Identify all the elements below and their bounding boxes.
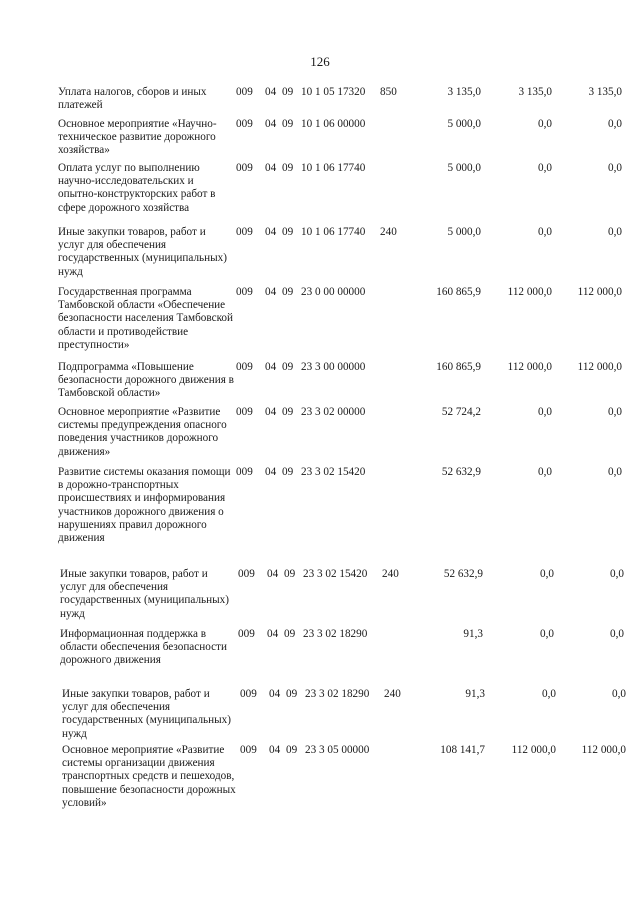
amount-year-1: 5 000,0	[447, 162, 481, 174]
amount-year-2: 112 000,0	[507, 286, 552, 298]
item-name: Основное мероприятие «Развитие системы предупреждения опасного поведения участников дорожного движения»	[58, 406, 227, 458]
amount-year-3: 3 135,0	[588, 86, 622, 98]
department-code: 009	[236, 466, 253, 478]
table-row	[58, 86, 628, 118]
amount-year-1: 5 000,0	[447, 118, 481, 130]
amount-year-1: 52 632,9	[443, 568, 483, 580]
item-name: Иные закупки товаров, работ и услуг для обеспечения государственных (муниципальных) нужд	[60, 568, 229, 620]
item-name: Основное мероприятие «Научно-техническое развитие дорожного хозяйства»	[58, 118, 217, 157]
amount-year-2: 0,0	[542, 688, 556, 700]
target-article-code: 23 3 05 00000	[305, 744, 370, 756]
table-row	[58, 361, 628, 406]
item-name: Оплата услуг по выполнению научно-исследовательских и опытно-конструкторских работ в сфере дорожного хозяйства	[58, 162, 216, 214]
section-code: 04	[265, 226, 277, 238]
item-name: Иные закупки товаров, работ и услуг для обеспечения государственных (муниципальных) нужд	[62, 688, 231, 740]
department-code: 009	[236, 361, 253, 373]
table-row	[62, 744, 632, 814]
item-name: Иные закупки товаров, работ и услуг для обеспечения государственных (муниципальных) нужд	[58, 226, 227, 278]
target-article-code: 10 1 05 17320	[301, 86, 366, 98]
target-article-code: 10 1 06 17740	[301, 162, 366, 174]
amount-year-2: 0,0	[538, 162, 552, 174]
target-article-code: 23 3 02 15420	[301, 466, 366, 478]
section-code: 04	[265, 118, 277, 130]
subsection-code: 09	[282, 286, 294, 298]
target-article-code: 23 3 02 18290	[303, 628, 368, 640]
department-code: 009	[240, 688, 257, 700]
table-row	[62, 688, 632, 744]
table-row	[58, 406, 628, 466]
table-row	[58, 162, 628, 226]
amount-year-3: 0,0	[612, 688, 626, 700]
expense-type-code: 240	[384, 688, 401, 700]
subsection-code: 09	[282, 118, 294, 130]
amount-year-3: 112 000,0	[577, 361, 622, 373]
section-code: 04	[265, 162, 277, 174]
amount-year-2: 0,0	[540, 568, 554, 580]
subsection-code: 09	[286, 688, 298, 700]
item-name: Подпрограмма «Повышение безопасности дорожного движения в Тамбовской области»	[58, 361, 234, 400]
section-code: 04	[265, 86, 277, 98]
budget-table	[58, 86, 628, 814]
table-row	[58, 118, 628, 162]
amount-year-3: 0,0	[608, 466, 622, 478]
item-name: Государственная программа Тамбовской области «Обеспечение безопасности населения Тамбовской области и противодействие преступности»	[58, 286, 234, 351]
department-code: 009	[240, 744, 257, 756]
target-article-code: 23 0 00 00000	[301, 286, 366, 298]
amount-year-3: 0,0	[610, 628, 624, 640]
department-code: 009	[238, 628, 255, 640]
department-code: 009	[236, 286, 253, 298]
subsection-code: 09	[282, 86, 294, 98]
section-code: 04	[267, 568, 279, 580]
section-code: 04	[265, 361, 277, 373]
amount-year-3: 112 000,0	[577, 286, 622, 298]
section-code: 04	[265, 286, 277, 298]
table-row	[60, 568, 630, 628]
expense-type-code: 240	[380, 226, 397, 238]
amount-year-2: 0,0	[538, 226, 552, 238]
amount-year-1: 91,3	[465, 688, 485, 700]
expense-type-code: 240	[382, 568, 399, 580]
amount-year-1: 160 865,9	[436, 286, 481, 298]
amount-year-2: 0,0	[540, 628, 554, 640]
department-code: 009	[236, 406, 253, 418]
subsection-code: 09	[286, 744, 298, 756]
section-code: 04	[267, 628, 279, 640]
amount-year-2: 112 000,0	[511, 744, 556, 756]
department-code: 009	[236, 162, 253, 174]
subsection-code: 09	[282, 162, 294, 174]
department-code: 009	[236, 118, 253, 130]
amount-year-1: 52 724,2	[441, 406, 481, 418]
amount-year-1: 160 865,9	[436, 361, 481, 373]
item-name: Развитие системы оказания помощи в дорожно-транспортных происшествиях и информирования участников дорожного движения о нарушениях правил дорожного движения	[58, 466, 231, 545]
amount-year-3: 112 000,0	[581, 744, 626, 756]
subsection-code: 09	[282, 226, 294, 238]
item-name: Основное мероприятие «Развитие системы организации движения транспортных средств и пешеходов, повышение безопасности дорожных условий»	[62, 744, 236, 809]
target-article-code: 10 1 06 17740	[301, 226, 366, 238]
amount-year-2: 3 135,0	[518, 86, 552, 98]
department-code: 009	[236, 86, 253, 98]
amount-year-1: 3 135,0	[447, 86, 481, 98]
amount-year-1: 52 632,9	[441, 466, 481, 478]
target-article-code: 10 1 06 00000	[301, 118, 366, 130]
target-article-code: 23 3 02 18290	[305, 688, 370, 700]
subsection-code: 09	[284, 628, 296, 640]
amount-year-2: 112 000,0	[507, 361, 552, 373]
subsection-code: 09	[282, 406, 294, 418]
table-row	[58, 286, 628, 361]
amount-year-3: 0,0	[608, 226, 622, 238]
amount-year-1: 5 000,0	[447, 226, 481, 238]
table-row	[58, 226, 628, 286]
amount-year-1: 108 141,7	[440, 744, 485, 756]
item-name: Уплата налогов, сборов и иных платежей	[58, 86, 207, 112]
target-article-code: 23 3 00 00000	[301, 361, 366, 373]
amount-year-2: 0,0	[538, 406, 552, 418]
section-code: 04	[269, 688, 281, 700]
item-name: Информационная поддержка в области обеспечения безопасности дорожного движения	[60, 628, 227, 667]
section-code: 04	[269, 744, 281, 756]
page-number: 126	[310, 54, 330, 69]
target-article-code: 23 3 02 15420	[303, 568, 368, 580]
amount-year-3: 0,0	[608, 162, 622, 174]
expense-type-code: 850	[380, 86, 397, 98]
target-article-code: 23 3 02 00000	[301, 406, 366, 418]
amount-year-2: 0,0	[538, 466, 552, 478]
amount-year-3: 0,0	[608, 118, 622, 130]
amount-year-1: 91,3	[463, 628, 483, 640]
subsection-code: 09	[282, 466, 294, 478]
section-code: 04	[265, 466, 277, 478]
subsection-code: 09	[284, 568, 296, 580]
section-code: 04	[265, 406, 277, 418]
department-code: 009	[238, 568, 255, 580]
table-row	[58, 466, 628, 568]
table-row	[60, 628, 630, 688]
amount-year-3: 0,0	[610, 568, 624, 580]
department-code: 009	[236, 226, 253, 238]
amount-year-2: 0,0	[538, 118, 552, 130]
subsection-code: 09	[282, 361, 294, 373]
amount-year-3: 0,0	[608, 406, 622, 418]
